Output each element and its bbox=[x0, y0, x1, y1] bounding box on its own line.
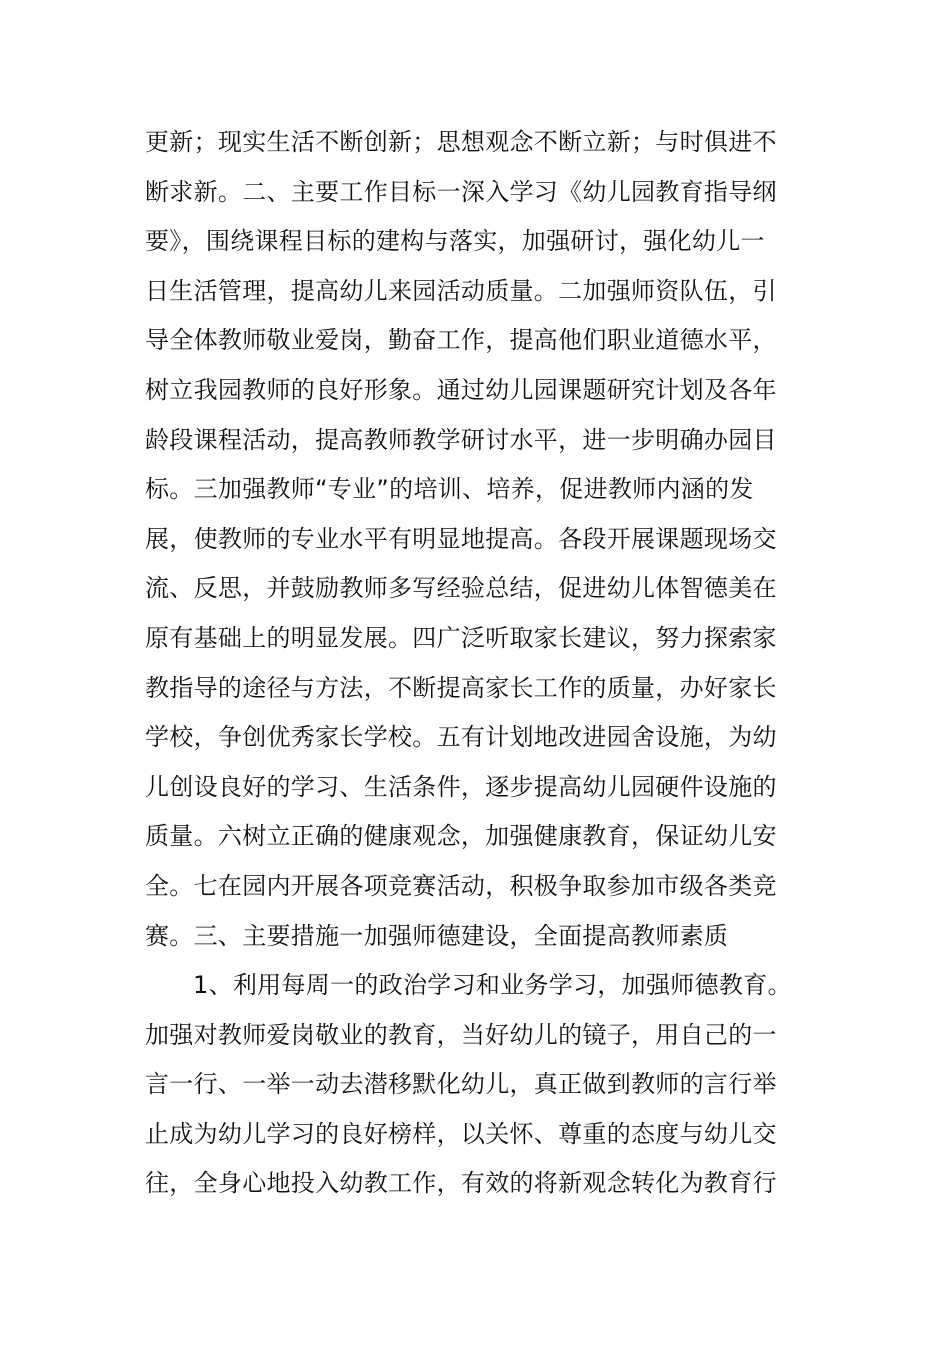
text-line: 断求新。二、主要工作目标一深入学习《幼儿园教育指导纲 bbox=[145, 177, 777, 206]
text-line: 日生活管理，提高幼儿来园活动质量。二加强师资队伍，引 bbox=[145, 276, 777, 305]
text-line: 更新；现实生活不断创新；思想观念不断立新；与时俱进不 bbox=[145, 128, 777, 156]
text-line: 原有基础上的明显发展。四广泛听取家长建议，努力探索家 bbox=[145, 623, 777, 652]
text-line: 教指导的途径与方法，不断提高家长工作的质量，办好家长 bbox=[145, 673, 777, 702]
text-line: 止成为幼儿学习的良好榜样，以关怀、尊重的态度与幼儿交 bbox=[145, 1119, 777, 1148]
text-line: 要》，围绕课程目标的建构与落实，加强研讨，强化幼儿一 bbox=[145, 227, 765, 256]
text-line: 言一行、一举一动去潜移默化幼儿，真正做到教师的言行举 bbox=[145, 1070, 777, 1099]
text-line: 展，使教师的专业水平有明显地提高。各段开展课题现场交 bbox=[145, 524, 777, 553]
text-line: 树立我园教师的良好形象。通过幼儿园课题研究计划及各年 bbox=[145, 375, 777, 404]
paragraph-first-line: 1、利用每周一的政治学习和业务学习，加强师德教育。 bbox=[193, 971, 792, 1000]
body-text bbox=[145, 118, 792, 1209]
text-line: 质量。六树立正确的健康观念，加强健康教育，保证幼儿安 bbox=[145, 822, 777, 851]
text-line: 龄段课程活动，提高教师教学研讨水平，进一步明确办园目 bbox=[145, 425, 777, 454]
text-line: 赛。三、主要措施一加强师德建设，全面提高教师素质 bbox=[145, 921, 729, 950]
text-line: 加强对教师爱岗敬业的教育，当好幼儿的镜子，用自己的一 bbox=[145, 1020, 777, 1049]
text-line: 导全体教师敬业爱岗，勤奋工作，提高他们职业道德水平， bbox=[145, 326, 777, 355]
text-line: 流、反思，并鼓励教师多写经验总结，促进幼儿体智德美在 bbox=[145, 574, 777, 603]
text-line: 儿创设良好的学习、生活条件，逐步提高幼儿园硬件设施的 bbox=[145, 772, 777, 801]
text-line: 学校，争创优秀家长学校。五有计划地改进园舍设施，为幼 bbox=[145, 723, 777, 752]
text-line: 标。三加强教师“专业”的培训、培养，促进教师内涵的发 bbox=[145, 475, 754, 504]
text-line: 全。七在园内开展各项竞赛活动，积极争取参加市级各类竞 bbox=[145, 871, 777, 900]
text-line: 往，全身心地投入幼教工作，有效的将新观念转化为教育行 bbox=[145, 1169, 777, 1198]
